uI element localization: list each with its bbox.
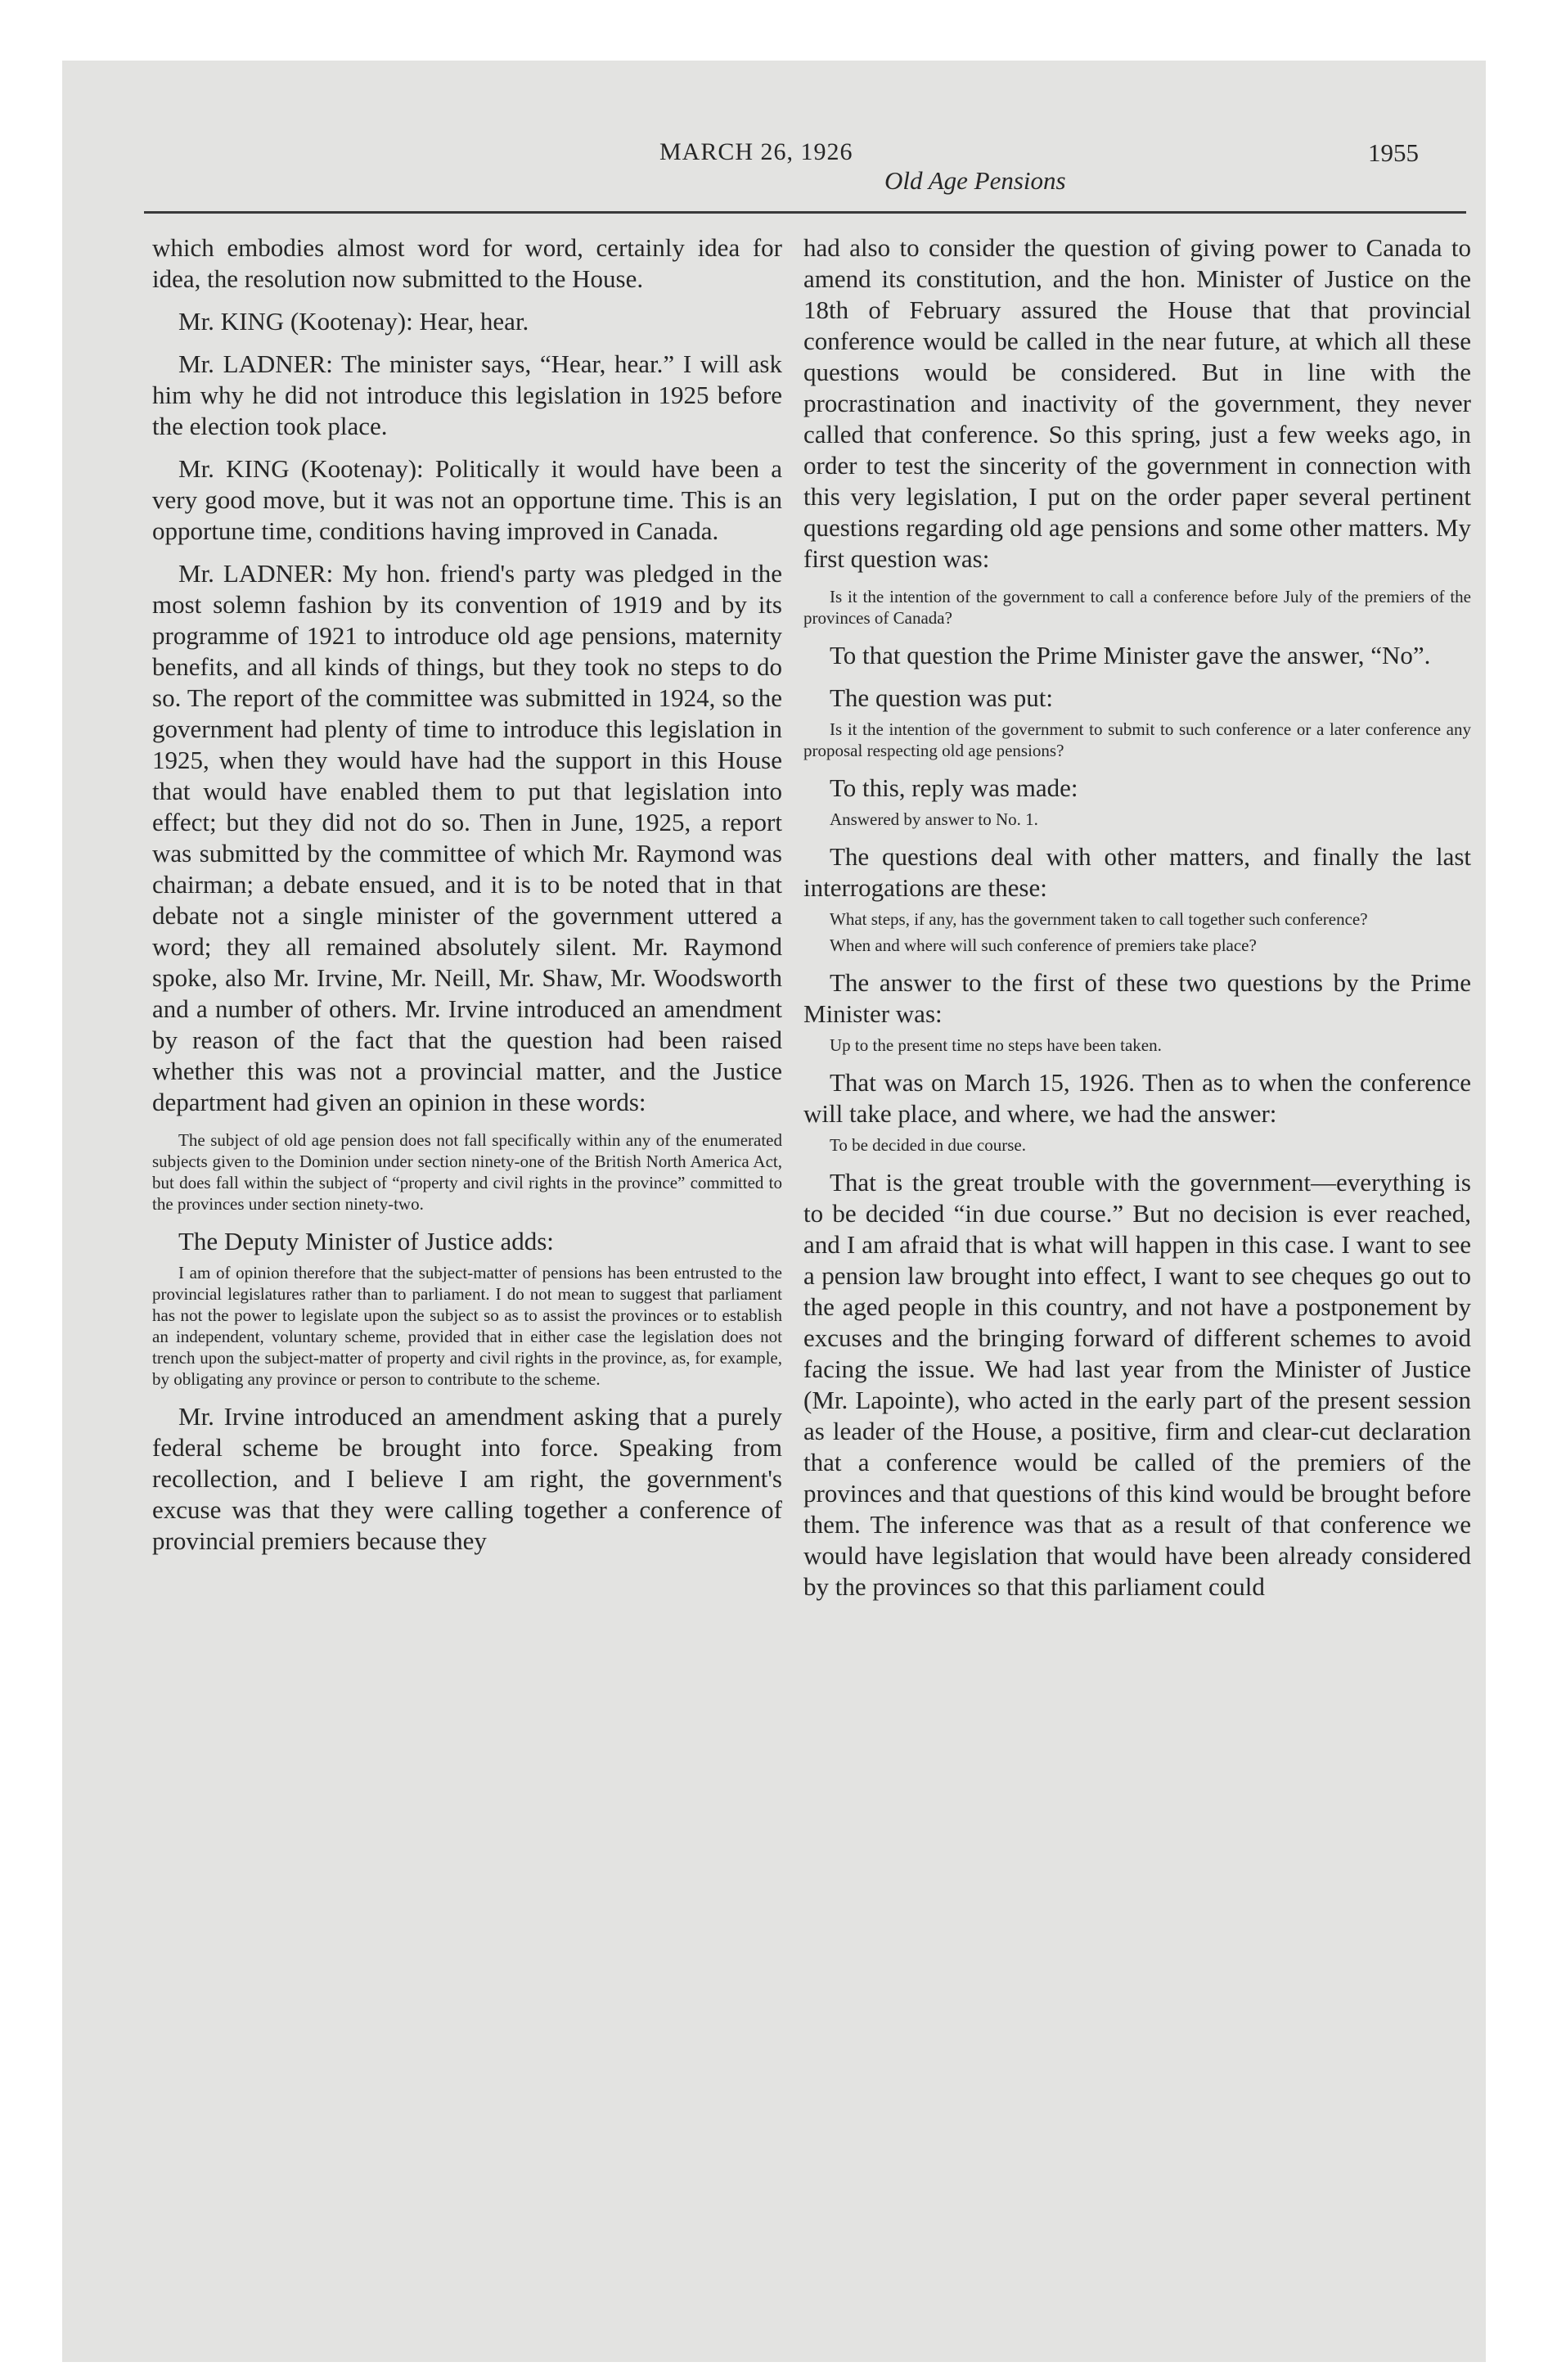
header-running-title: Old Age Pensions — [884, 166, 1066, 195]
question-quotation: When and where will such conference of premiers take place? — [830, 935, 1257, 955]
speech-paragraph: Mr. LADNER: The minister says, “Hear, hear.” I will ask him why he did not introduce this legislation in 1925 before the election took place. — [152, 349, 782, 440]
header-page-number: 1955 — [1368, 138, 1419, 167]
header-rule — [144, 211, 1466, 214]
paragraph: Mr. Irvine introduced an amendment asking that a purely federal scheme be brought into force. Speaking from recollection, and I believe I am right, the government's excuse was that they were calling together a conference of provincial premiers because they — [152, 1402, 782, 1555]
right-column — [803, 232, 1471, 1614]
paragraph: That is the great trouble with the government—everything is to be decided “in due course.” But no decision is ever reached, and I am afraid that is what will happen in this case. I want to see a pension law brought into effect, I want to see cheques go out to the aged people in this country, and not have a postponement by excuses and the bringing forward of different schemes to avoid facing the issue. We had last year from the Minister of Justice (Mr. Lapointe), who acted in the early part of the present session as leader of the House, a positive, firm and clear-cut declaration that a conference would be called of the premiers of the provinces and that questions of this kind would be brought before them. The inference was that as a result of that conference we would have legislation that would have been already considered by the provinces so that this parliament could — [803, 1168, 1471, 1601]
block-quotation: I am of opinion therefore that the subject-matter of pensions has been entrusted to the provincial legislatures rather than to parliament. I do not mean to suggest that parliament has not the power to legislate upon the subject so as to assist the provinces or to establish an independent, voluntary scheme, provided that in either case the legislation does not trench upon the subject-matter of property and civil rights in the province, as, for example, by obligating any province or person to contribute to the scheme. — [152, 1263, 782, 1389]
paragraph: The question was put: — [830, 683, 1053, 712]
scanned-page — [62, 61, 1486, 2362]
page-header — [62, 61, 1486, 216]
question-quotation: What steps, if any, has the government taken to call together such conference? — [830, 909, 1368, 929]
paragraph: To that question the Prime Minister gave the answer, “No”. — [830, 641, 1431, 669]
header-date: MARCH 26, 1926 — [659, 138, 853, 165]
speech-paragraph: Mr. KING (Kootenay): Politically it would have been a very good move, but it was not an opportune time. This is an opportune time, conditions having improved in Canada. — [152, 454, 782, 545]
paragraph: The answer to the first of these two questions by the Prime Minister was: — [803, 968, 1471, 1028]
block-quotation: The subject of old age pension does not fall specifically within any of the enumerated subjects given to the Dominion under section ninety-one of the British North America Act, but does fall within the subject of “property and civil rights in the province” committed to the provinces under section ninety-two. — [152, 1130, 782, 1214]
answer-quotation: Answered by answer to No. 1. — [830, 809, 1038, 829]
answer-quotation: Up to the present time no steps have been taken. — [830, 1035, 1162, 1055]
paragraph: The Deputy Minister of Justice adds: — [178, 1227, 554, 1255]
question-quotation: Is it the intention of the government to call a conference before July of the premiers of the provinces of Canada? — [803, 587, 1471, 628]
speech-paragraph: Mr. LADNER: My hon. friend's party was pledged in the most solemn fashion by its convention of 1919 and by its programme of 1921 to introduce old age pensions, maternity benefits, and all kinds of things, but they took no steps to do so. The report of the committee was submitted in 1924, so the government had plenty of time to introduce this legislation in 1925, when they would have had the support in this House that would have enabled them to put that legislation into effect; but they did not do so. Then in June, 1925, a report was submitted by the committee of which Mr. Raymond was chairman; a debate ensued, and it is to be noted that in that debate not a single minister of the government uttered a word; they all remained absolutely silent. Mr. Raymond spoke, also Mr. Irvine, Mr. Neill, Mr. Shaw, Mr. Woodsworth and a number of others. Mr. Irvine introduced an amendment by reason of the fact that the question had been raised whether this was not a provincial matter, and the Justice department had given an opinion in these words: — [152, 559, 782, 1116]
question-quotation: Is it the intention of the government to submit to such conference or a later conference any proposal respecting old age pensions? — [803, 719, 1471, 760]
left-column — [152, 232, 782, 1568]
paragraph: That was on March 15, 1926. Then as to when the conference will take place, and where, we had the answer: — [803, 1068, 1471, 1128]
answer-quotation: To be decided in due course. — [830, 1135, 1026, 1155]
paragraph: which embodies almost word for word, certainly idea for idea, the resolution now submitted to the House. — [152, 233, 782, 293]
paragraph: The questions deal with other matters, and finally the last interrogations are these: — [803, 842, 1471, 902]
speech-paragraph: Mr. KING (Kootenay): Hear, hear. — [178, 307, 529, 336]
paragraph: had also to consider the question of giving power to Canada to amend its constitution, and the hon. Minister of Justice on the 18th of February assured the House that that provincial conference would be called in the near future, at which all these questions would be considered. But in line with the procrastination and inactivity of the government, they never called that conference. So this spring, just a few weeks ago, in order to test the sincerity of the government in connection with this very legislation, I put on the order paper several pertinent questions regarding old age pensions and some other matters. My first question was: — [803, 233, 1471, 573]
paragraph: To this, reply was made: — [830, 773, 1078, 802]
